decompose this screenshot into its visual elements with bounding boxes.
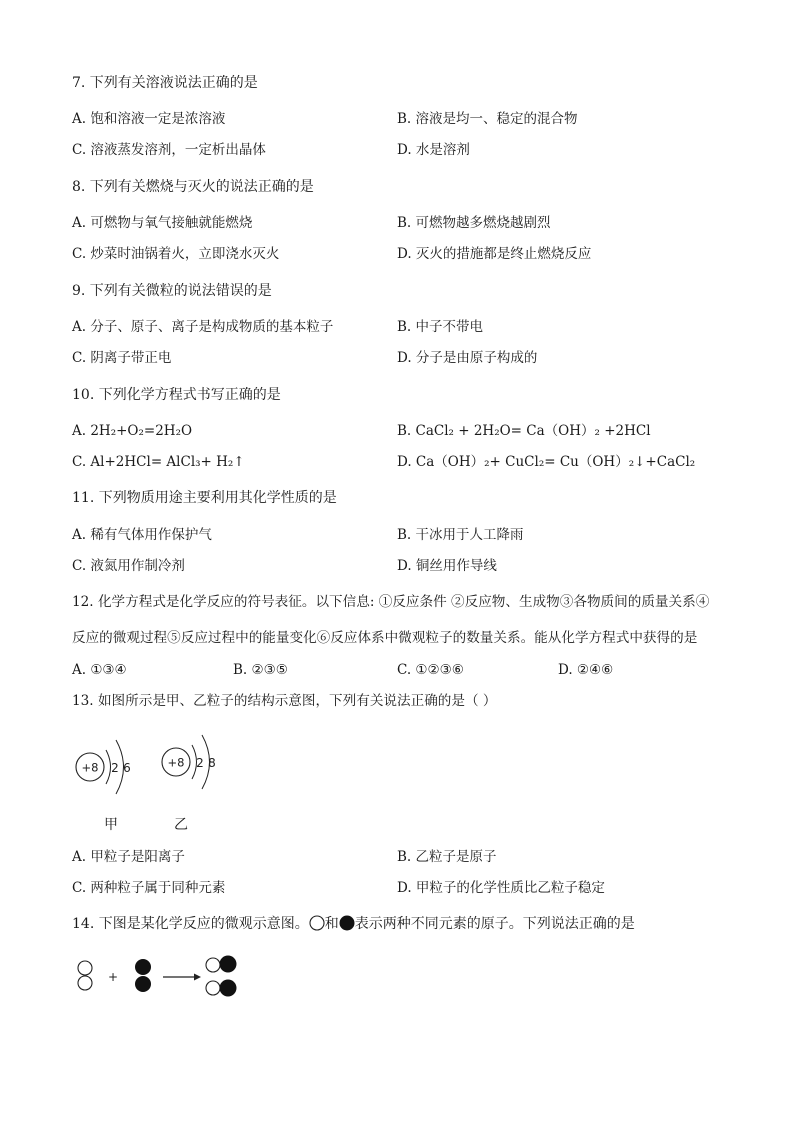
q7-stem: 7. 下列有关溶液说法正确的是 <box>72 75 258 91</box>
reaction-arrow-icon <box>163 974 201 981</box>
q10-option-c: C. Al+2HCl= AlCl₃+ H₂↑ <box>72 454 245 470</box>
q12-stem-line1: 12. 化学方程式是化学反应的符号表征。以下信息: ①反应条件 ②反应物、生成物③各物质间的质量关系④ <box>72 594 710 610</box>
q10-option-d: D. Ca（OH）₂+ CuCl₂= Cu（OH）₂↓+CaCl₂ <box>397 454 696 470</box>
q11-option-d: D. 铜丝用作导线 <box>397 558 497 574</box>
yi-nucleus-charge: +8 <box>167 755 185 770</box>
q9-stem: 9. 下列有关微粒的说法错误的是 <box>72 283 272 299</box>
q13-label-jia: 甲 <box>104 817 118 833</box>
black-atom-icon <box>339 915 355 931</box>
product-molecule-1 <box>206 956 237 973</box>
q10-stem: 10. 下列化学方程式书写正确的是 <box>72 387 281 403</box>
q10-option-a: A. 2H₂+O₂=2H₂O <box>72 423 193 439</box>
jia-shell-2-electrons: 6 <box>123 761 131 775</box>
q13-label-yi: 乙 <box>174 817 188 833</box>
q13-option-d: D. 甲粒子的化学性质比乙粒子稳定 <box>397 880 605 896</box>
q11-option-a: A. 稀有气体用作保护气 <box>72 527 212 543</box>
q7-option-c: C. 溶液蒸发溶剂，一定析出晶体 <box>72 142 266 158</box>
q9-option-d: D. 分子是由原子构成的 <box>397 350 538 366</box>
q11-option-c: C. 液氮用作制冷剂 <box>72 558 185 574</box>
q7-option-b: B. 溶液是均一、稳定的混合物 <box>397 111 578 127</box>
jia-shell-1-electrons: 2 <box>111 761 119 775</box>
product-molecule-2 <box>206 980 237 997</box>
particle-jia-structure <box>76 740 131 794</box>
q13-stem: 13. 如图所示是甲、乙粒子的结构示意图，下列有关说法正确的是（ ） <box>72 693 497 709</box>
q14-reaction-diagram <box>70 950 260 1002</box>
q13-option-b: B. 乙粒子是原子 <box>397 849 497 865</box>
q12-option-a: A. ①③④ <box>72 662 127 678</box>
q14-stem-and: 和 <box>324 916 339 932</box>
q8-option-d: D. 灭火的措施都是终止燃烧反应 <box>397 246 592 262</box>
q9-option-b: B. 中子不带电 <box>397 319 484 335</box>
reactant-black-molecule <box>135 959 151 992</box>
q8-option-b: B. 可燃物越多燃烧越剧烈 <box>397 215 551 231</box>
q8-option-a: A. 可燃物与氧气接触就能燃烧 <box>72 215 253 231</box>
q13-structure-diagrams <box>60 722 250 802</box>
reactant-white-molecule <box>78 961 92 990</box>
q12-option-b: B. ②③⑤ <box>233 662 288 678</box>
q14-stem <box>72 915 635 933</box>
q9-option-c: C. 阴离子带正电 <box>72 350 172 366</box>
q12-option-d: D. ②④⑥ <box>558 662 614 678</box>
q9-option-a: A. 分子、原子、离子是构成物质的基本粒子 <box>72 319 334 335</box>
q13-option-a: A. 甲粒子是阳离子 <box>72 849 185 865</box>
particle-yi-structure <box>162 735 216 789</box>
plus-sign: + <box>107 970 119 984</box>
jia-shell-1-arc <box>106 750 111 784</box>
q7-option-a: A. 饱和溶液一定是浓溶液 <box>72 111 226 127</box>
q7-option-d: D. 水是溶剂 <box>397 142 470 158</box>
white-atom-icon <box>309 915 325 931</box>
q12-stem-line2: 反应的微观过程⑤反应过程中的能量变化⑥反应体系中微观粒子的数量关系。能从化学方程式中获得的是 <box>72 630 698 646</box>
q8-option-c: C. 炒菜时油锅着火，立即浇水灭火 <box>72 246 280 262</box>
yi-shell-1-electrons: 2 <box>196 756 204 770</box>
q14-stem-post: 表示两种不同元素的原子。下列说法正确的是 <box>354 916 635 932</box>
q12-option-c: C. ①②③⑥ <box>397 662 464 678</box>
q14-stem-pre: 14. 下图是某化学反应的微观示意图。 <box>72 916 309 932</box>
jia-nucleus-charge: +8 <box>81 760 99 775</box>
q13-option-c: C. 两种粒子属于同种元素 <box>72 880 226 896</box>
q10-option-b: B. CaCl₂ + 2H₂O= Ca（OH）₂ +2HCl <box>397 423 651 439</box>
q11-stem: 11. 下列物质用途主要利用其化学性质的是 <box>72 490 337 506</box>
q8-stem: 8. 下列有关燃烧与灭火的说法正确的是 <box>72 179 314 195</box>
q11-option-b: B. 干冰用于人工降雨 <box>397 527 524 543</box>
yi-shell-2-electrons: 8 <box>208 756 216 770</box>
